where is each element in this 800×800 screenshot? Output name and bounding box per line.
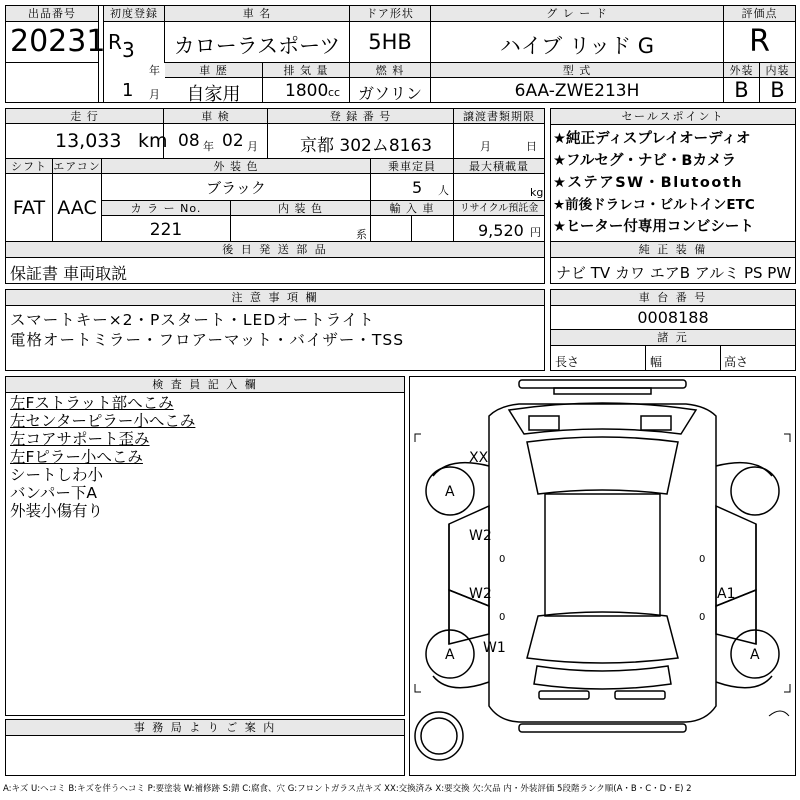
inspector-line: バンパー下A (10, 484, 98, 502)
mark-tire-rl: A (445, 647, 455, 663)
mark-w1: W1 (483, 640, 506, 656)
notes-title: 注 意 事 項 欄 (6, 290, 544, 306)
ac: AAC (57, 197, 97, 219)
transfer-label: 譲渡書類期限 (454, 109, 544, 124)
lot-label: 出品番号 (6, 6, 98, 22)
inspection-label: 車 検 (164, 109, 267, 124)
mileage-label: 走 行 (6, 109, 163, 124)
capacity-unit: 人 (438, 184, 449, 197)
selling-point-item: ★ヒーター付専用コンビシート (553, 219, 754, 235)
recycle-unit: 円 (530, 226, 541, 239)
after-parts-title: 後 日 発 送 部 品 (6, 242, 544, 258)
int-grade: B (770, 78, 785, 102)
inspector-line: 外装小傷有り (10, 502, 104, 520)
inspector-line: 左コアサポート歪み (10, 430, 150, 448)
ac-label: エアコン (53, 160, 101, 173)
mark-tire-fl: A (445, 484, 455, 500)
selling-points-title: セールスポイント (551, 109, 795, 125)
mark-w2-lower: W2 (469, 586, 492, 602)
after-parts-text: 保証書 車両取説 (10, 264, 128, 283)
car-name: カローラスポーツ (173, 34, 341, 58)
import-label: 輸 入 車 (371, 201, 453, 216)
insp-year: 08 (178, 131, 200, 151)
int-label: 内装 (760, 63, 795, 78)
mark-a1: A1 (717, 586, 736, 602)
plate-label: 登 録 番 号 (268, 109, 453, 124)
insp-month: 02 (222, 131, 244, 151)
chassis-title: 車 台 番 号 (551, 290, 795, 306)
mark-zero: 0 (499, 554, 506, 565)
grade: ハイブ リッド G (499, 34, 655, 58)
insp-month-unit: 月 (247, 140, 258, 153)
color-label: 外 装 色 (102, 159, 370, 174)
mark-tire-rr: A (750, 647, 760, 663)
transfer-month-unit: 月 (480, 140, 491, 153)
score-label: 評価点 (724, 6, 795, 22)
selling-points-list (553, 128, 795, 238)
name-label: 車 名 (165, 6, 349, 22)
fuel: ガソリン (357, 84, 422, 103)
mileage-unit: km (138, 130, 168, 152)
year-unit: 年 (149, 64, 160, 77)
displacement: 1800 (285, 81, 329, 101)
dims-title: 諸 元 (551, 330, 795, 346)
history-label: 車 歴 (165, 63, 262, 78)
car-diagram (409, 376, 796, 776)
fuel-label: 燃 料 (350, 63, 430, 78)
selling-point-item: ★フルセグ・ナビ・Bカメラ (553, 153, 736, 169)
inspector-line: 左Fピラー小へこみ (10, 448, 143, 466)
equipment-text: ナビ TV カワ エアB アルミ PS PW (556, 264, 792, 282)
model-label: 型 式 (431, 63, 723, 78)
plate: 京都 302ム8163 (300, 136, 433, 156)
capacity: 5 (412, 178, 423, 197)
inspector-title: 検 査 員 記 入 欄 (6, 377, 404, 393)
inspector-line: 左センターピラー小へこみ (10, 412, 196, 430)
history: 自家用 (186, 84, 241, 105)
chassis-number: 0008188 (637, 308, 709, 327)
mark-zero: 0 (699, 612, 706, 623)
mark-xx: XX (469, 450, 489, 466)
era: R (108, 30, 122, 54)
color-no: 221 (149, 220, 183, 240)
selling-point-item: ★前後ドラレコ・ビルトインETC (553, 197, 755, 213)
notes-line: 電格オートミラー・フロアーマット・バイザー・TSS (10, 331, 405, 349)
first-reg-label: 初度登録 (104, 6, 164, 22)
footer-legend: A:キズ U:ヘコミ B:キズを伴うヘコミ P:要塗装 W:補修跡 S:錆 C:腐食、穴 G:フロントガラス点キズ XX:交換済み X:要交換 欠:欠品 内・外装評価 5段階ランク順(A・B・C・D・E) 2 (3, 784, 692, 794)
displacement-unit: cc (328, 86, 341, 99)
capacity-label: 乗車定員 (371, 159, 453, 174)
office-title: 事 務 局 よ り ご 案 内 (6, 720, 404, 736)
inspector-notes (10, 394, 195, 520)
model-code: 6AA-ZWE213H (514, 81, 640, 101)
length-label: 長さ (555, 355, 580, 369)
recycle-label: リサイクル預託金 (454, 201, 544, 216)
load-label: 最大積載量 (454, 159, 544, 174)
int-color-unit: 系 (356, 228, 367, 241)
mark-zero: 0 (699, 554, 706, 565)
displacement-label: 排 気 量 (263, 63, 349, 78)
notes-line: スマートキー×2・Pスタート・LEDオートライト (10, 311, 375, 329)
selling-point-item: ★ステアSW・Blutooth (553, 175, 744, 191)
color: ブラック (206, 179, 266, 197)
ext-grade: B (734, 78, 749, 102)
lot-number: 20231 (10, 24, 106, 59)
grade-label: グ レ ー ド (431, 6, 723, 22)
detail-table (5, 108, 545, 242)
mark-zero: 0 (499, 612, 506, 623)
door-label: ドア形状 (350, 6, 430, 22)
mileage: 13,033 (55, 130, 122, 152)
door-type: 5HB (368, 30, 412, 54)
shift: FAT (12, 197, 46, 219)
mark-w2-upper: W2 (469, 528, 492, 544)
equipment-title: 純 正 装 備 (551, 242, 795, 258)
transfer-day-unit: 日 (526, 140, 537, 153)
height-label: 高さ (724, 355, 749, 369)
int-color-label: 内 装 色 (231, 201, 370, 216)
month-unit: 月 (149, 88, 160, 101)
score: R (749, 24, 770, 59)
ext-label: 外装 (724, 63, 759, 78)
load-unit: kg (530, 186, 544, 199)
inspector-line: 左Fストラット部へこみ (10, 394, 174, 412)
color-no-label: カ ラ ー No. (102, 201, 230, 216)
width-label: 幅 (650, 355, 663, 369)
era-year: 3 (122, 38, 135, 62)
month-value: 1 (122, 80, 134, 101)
inspector-line: シートしわ小 (10, 466, 104, 484)
insp-year-unit: 年 (203, 140, 214, 153)
selling-point-item: ★純正ディスプレイオーディオ (553, 131, 751, 147)
recycle: 9,520 (478, 221, 524, 240)
shift-label: シフト (6, 159, 52, 174)
